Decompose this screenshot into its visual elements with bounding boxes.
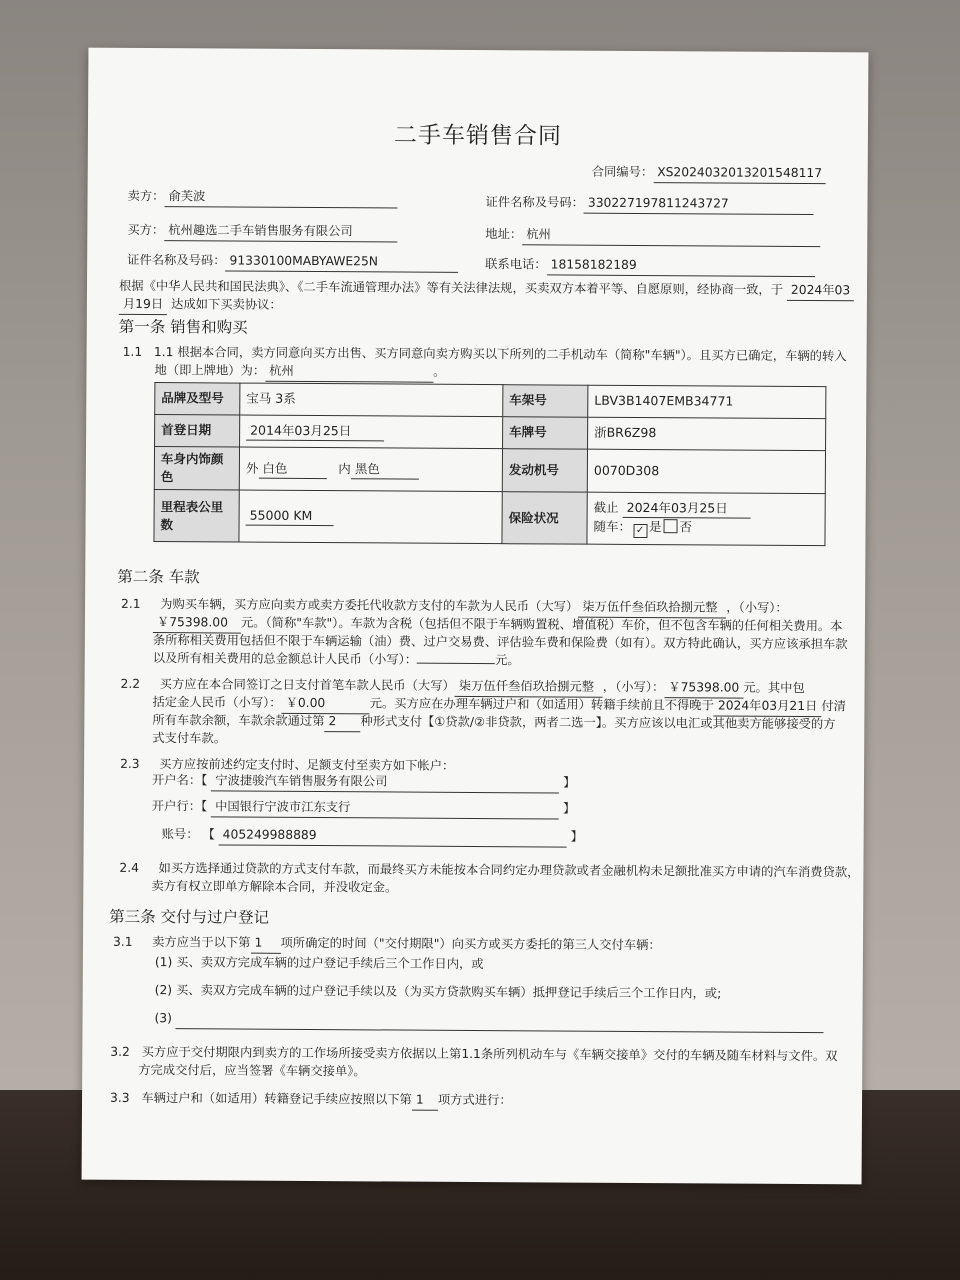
account-bank: 中国银行宁波市江东支行 (211, 798, 559, 819)
reg-date-label: 首登日期 (155, 415, 240, 448)
account-bank-line: 开户行：【 中国银行宁波市江东支行 】 (152, 798, 576, 819)
reg-date-cell (240, 415, 503, 449)
article-2-title: 第二条 车款 (117, 567, 200, 587)
clause-2-2-line4: 式支付车款。 (152, 731, 227, 746)
document-title: 二手车销售合同 (393, 122, 563, 150)
vin-label: 车架号 (503, 385, 588, 418)
account-number: 405249988889 (219, 826, 567, 847)
interior-color: 黑色 (351, 460, 419, 480)
insurance-label: 保险状况 (502, 492, 587, 545)
vehicle-table (153, 382, 826, 546)
buyer-line: 买方： 杭州趣选二手车销售服务有限公司 (127, 222, 397, 242)
vin-value: LBV3B1407EMB34771 (588, 385, 826, 418)
insurance-cell: 截止 2024年03月25日 随车： ✓ 是 否 (587, 492, 825, 545)
intro-text: 根据《中华人民共和国民法典》、《二手车流通管理办法》等有关法律法规，买卖双方本着平等、自愿原则，经协商一致，于 2024年03 (119, 278, 854, 301)
brand-label: 品牌及型号 (155, 383, 240, 416)
account-number-line: 账号： 【 405249988889 】 (162, 826, 583, 847)
clause-3-3: 3.3 车辆过户和（如适用）转籍登记手续应按照以下第 1 项方式进行： (110, 1090, 512, 1111)
clause-2-3: 2.3 买方应按前述约定支付时、足额支付至卖方如下帐户： (120, 756, 455, 773)
clause-2-2-line1: 2.2 买方应在本合同签订之日支付首笔车款人民币（大写） 柒万伍仟叁佰玖拾捌元整 ，（小写）： ￥75398.00 元。其中包 (121, 676, 805, 699)
clause-3-1-option-2: (2) 买、卖双方完成车辆的过户登记手续以及（为买方贷款购买车辆）抵押登记手续后三个工作日内，或; (154, 983, 722, 1001)
clause-1-1-place: 地（即上牌地）为： 杭州 。 (154, 362, 445, 383)
exterior-color: 白色 (258, 459, 326, 479)
buyer-id-line: 证件名称及号码： 91330100MABYAWE25N (127, 252, 458, 273)
clause-2-2-line3: 所有车款余额，车款余款通过第 2 种形式支付【①贷款/②非贷款，两者二选一】。买方应该以电汇或其他卖方能够接受的方 (152, 713, 836, 732)
clause-3-1-option-1: (1) 买、卖双方完成车辆的过户登记手续后三个工作日内，或 (154, 955, 484, 972)
seller-line: 卖方： 俞芙波 (127, 188, 397, 208)
clause-2-4-line1: 2.4 如买方选择通过贷款的方式支付车款，而最终买方未能按本合同约定办理贷款或者金融机构未足额批准买方申请的汽车消费贷款， (119, 860, 860, 880)
brand-value: 宝马 3系 (240, 383, 503, 417)
account-name-line: 开户名：【 宁波捷骏汽车销售服务有限公司 】 (152, 772, 576, 793)
mileage-label: 里程表公里数 (154, 490, 239, 543)
mileage-value: 55000 KM (246, 507, 334, 527)
engine-value: 0070D308 (587, 449, 825, 494)
article-1-title: 第一条 销售和购买 (118, 317, 248, 337)
clause-3-1: 3.1 卖方应当于以下第 1 项所确定的时间（"交付期限"）向买方或买方委托的第三人交付车辆： (112, 934, 661, 953)
clause-2-4-line2: 卖方有权立即单方解除本合同，并没收定金。 (151, 879, 398, 895)
clause-3-2-line1: 3.2 买方应于交付期限内到卖方的工作场所接受卖方依据以上第1.1条所列机动车与《车辆交接单》交付的车辆及随车材料与文件。双 (110, 1044, 838, 1064)
clause-2-1-line1: 2.1 为购买车辆，买方应向卖方或卖方委托代收款方支付的车款为人民币（大写） 柒万伍仟叁佰玖拾捌元整 ，（小写）： (121, 596, 788, 619)
checkbox-no[interactable] (664, 519, 678, 533)
clause-2-1-line2: ￥75398.00 元。（简称"车款"）。车款为含税（包括但不限于车辆购置税、增值税）车价，但不包含车辆的任何相关费用。本 (153, 614, 843, 637)
reg-date-value: 2014年03月25日 (246, 422, 384, 442)
contract-page (82, 48, 869, 1185)
seller-id-line: 证件名称及号码： 330227197811243727 (485, 194, 813, 215)
clause-2-2-line2: 括定金人民币（小写）： ￥0.00 元。买方应在办理车辆过户和（如适用）转籍手续前且不得晚于 2024年03月21日 付清 (152, 694, 846, 717)
checkbox-yes[interactable]: ✓ (633, 524, 647, 538)
intro-text-2: 月19日 达成如下买卖协议： (119, 296, 282, 316)
engine-label: 发动机号 (502, 449, 587, 493)
article-3-title: 第三条 交付与过户登记 (109, 907, 270, 927)
plate-label: 车牌号 (503, 417, 588, 450)
color-cell: 外 白色 内 黑色 (239, 447, 502, 492)
clause-2-1-line4: 以及所有相关费用的总金额总计人民币（小写）： 元。 (152, 651, 520, 668)
clause-3-1-option-3: (3) (154, 1010, 823, 1033)
clause-1-1: 1.1 1.1 根据本合同，卖方同意向买方出售、买方同意向卖方购买以下所列的二手机动车（简称"车辆"）。且买方已确定，车辆的转入 (122, 344, 847, 364)
mileage-cell (239, 490, 502, 544)
address-line: 地址： 杭州 (485, 226, 820, 247)
account-name: 宁波捷骏汽车销售服务有限公司 (211, 772, 559, 793)
color-label: 车身内饰颜色 (154, 447, 239, 491)
clause-2-1-line3: 条所称相关费用包括但不限于车辆运输（油）费、过户交易费、评估验车费和保险费（如有）。双方特此确认，买方应该承担车款 (152, 633, 848, 652)
phone-line: 联系电话： 18158182189 (485, 256, 815, 277)
clause-3-2-line2: 方完成交付后，应当签署《车辆交接单》。 (138, 1062, 366, 1079)
plate-value: 浙BR6Z98 (588, 417, 826, 450)
contract-number: 合同编号： XS20240320132015481​17 (592, 164, 827, 184)
insurance-until: 2024年03月25日 (623, 499, 751, 519)
